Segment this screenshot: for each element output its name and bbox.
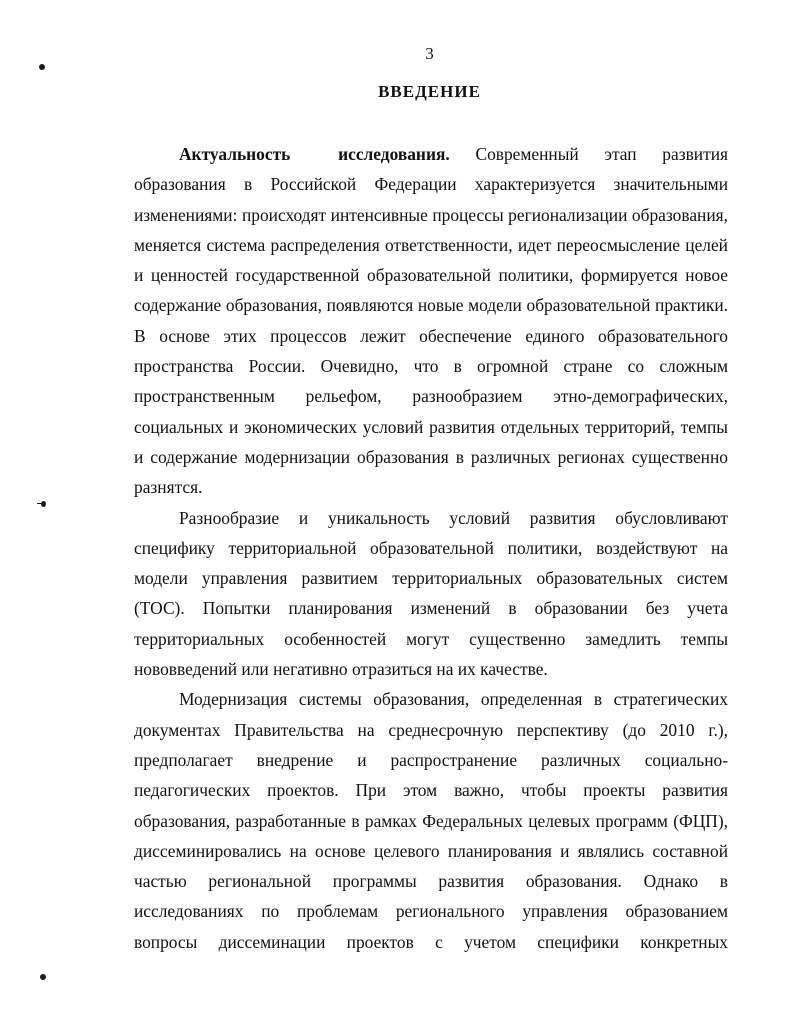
paragraph-text: Современный этап развития образования в Российской Федерации характеризуется значительными изменениями: происходят интенсивные процессы регионализации образования, меняется система распределения ответственности, идет переосмысление целей и ценностей государственной образовательной политики, формируется новое содержание образования, появляются новые модели образовательной практики. В основе этих процессов лежит обеспечение единого образовательного пространства России. Очевидно, что в огромной стране со сложным пространственным рельефом, разнообразием этно-демографических, социальных и экономических условий развития отдельных территорий, темпы и содержание модернизации образования в различных регионах существенно разнятся. <box>134 144 729 498</box>
scan-mark-middle <box>41 501 46 507</box>
paragraph-3 <box>134 684 728 957</box>
paragraph-1 <box>134 139 728 503</box>
paragraph-text: Разнообразие и уникальность условий развития обусловливают специфику территориальной образовательной политики, воздействуют на модели управления развитием территориальных образовательных систем (ТОС). Попытки планирования изменений в образовании без учета территориальных особенностей могут существенно замедлить темпы нововведений или негативно отразиться на их качестве. <box>134 507 728 680</box>
paragraph-2 <box>134 503 728 685</box>
paragraph-lead: Актуальность исследования. <box>179 144 450 164</box>
paragraph-text: Модернизация системы образования, определенная в стратегических документах Правительства на среднесрочную перспективу (до 2010 г.), предполагает внедрение и распространение различных социально-педагогических проектов. При этом важно, чтобы проекты развития образования, разработанные в рамках Федеральных целевых программ (ФЦП), диссеминировались на основе целевого планирования и являлись составной частью региональной программы развития образования. Однако в исследованиях по проблемам регионального управления образованием вопросы диссеминации проектов с учетом специфики конкретных <box>134 689 728 952</box>
scan-mark-bottom <box>40 974 46 980</box>
page-number: 3 <box>425 44 434 63</box>
section-title: ВВЕДЕНИЕ <box>378 82 481 101</box>
scan-mark-top <box>39 64 45 70</box>
body-text <box>134 139 728 957</box>
